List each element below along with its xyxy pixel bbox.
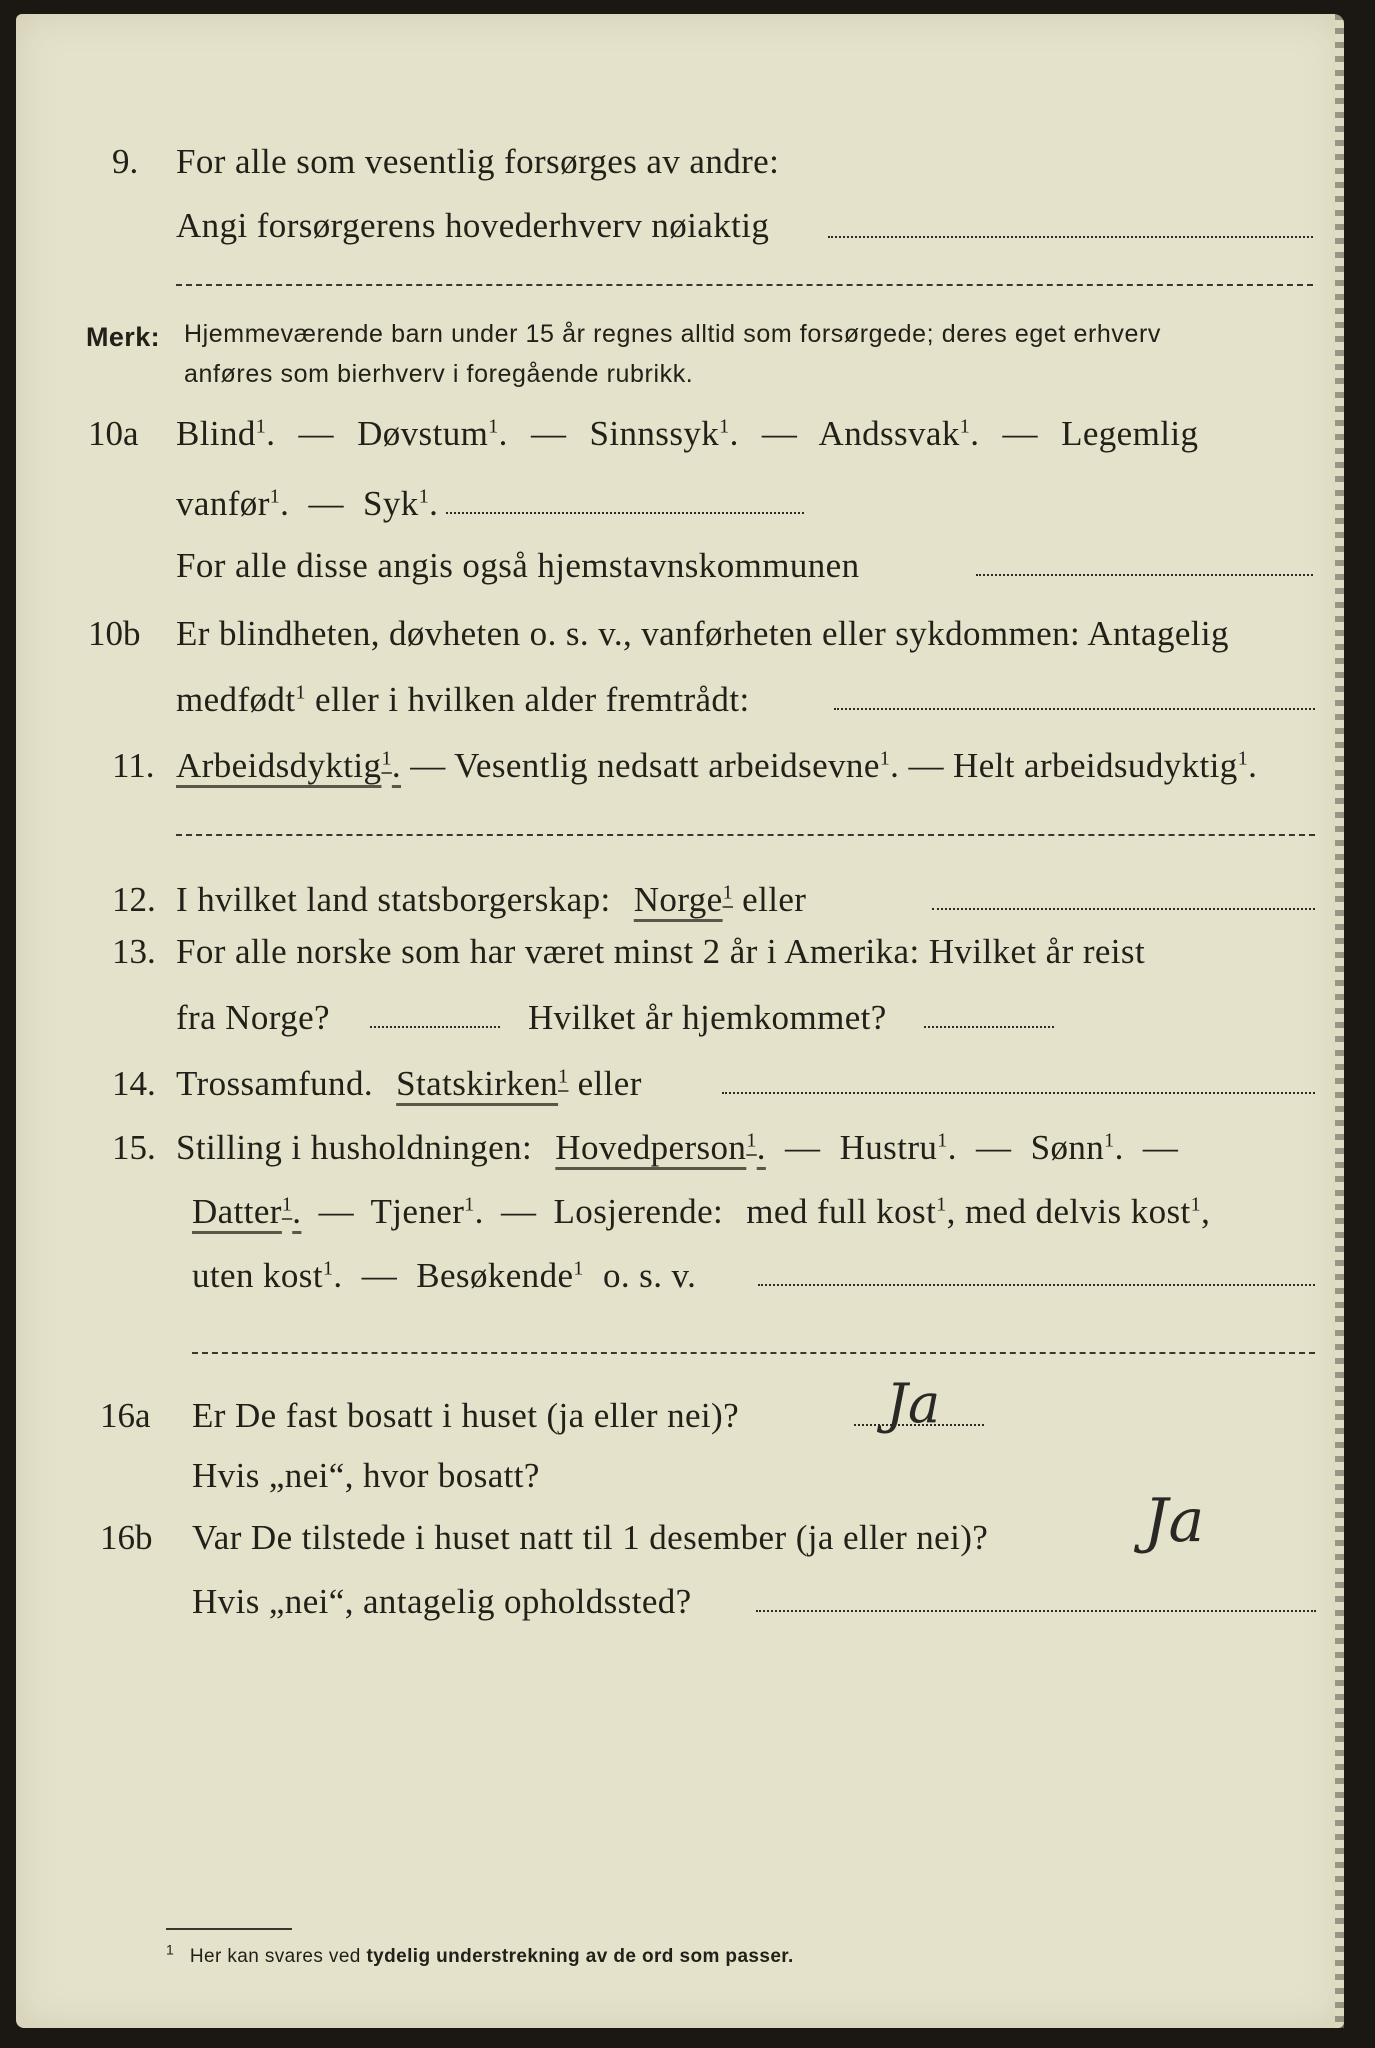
footnote-mark: 1 (1237, 747, 1249, 770)
footnote-mark: 1 (295, 681, 306, 704)
separator: — (1142, 1128, 1179, 1167)
option-besokende[interactable]: Besøkende (416, 1256, 574, 1295)
footnote-mark: 1 (1104, 1129, 1115, 1152)
q14-answer-line (722, 1092, 1315, 1094)
separator: — (318, 1192, 354, 1231)
footnote-rule (166, 1928, 292, 1930)
footnote-mark: 1 (879, 747, 891, 770)
q12-question (176, 880, 806, 920)
merk-label: Merk: (86, 322, 161, 352)
q13-number: 13. (112, 932, 156, 971)
q16a-number: 16a (100, 1396, 151, 1435)
q14-label: Trossamfund. (176, 1064, 374, 1103)
separator: — (530, 414, 567, 453)
q13-question: For alle norske som har været minst 2 år i Amerika: Hvilket år reist (176, 932, 1146, 971)
q14-eller: eller (577, 1064, 642, 1103)
option-hovedperson[interactable]: Hovedperson (555, 1128, 747, 1167)
q12-label: I hvilket land statsborgerskap: (176, 880, 611, 919)
q13-hjemkommet-answer-line (924, 1026, 1054, 1028)
option-vanfor[interactable]: vanfør (176, 484, 270, 523)
footnote-mark: 1 (464, 1193, 475, 1216)
q15-osv: o. s. v. (602, 1256, 697, 1295)
footnote-mark: 1 (558, 1065, 569, 1088)
option-datter[interactable]: Datter (192, 1192, 282, 1231)
option-andssvak[interactable]: Andssvak (818, 414, 960, 453)
q14-question (176, 1064, 642, 1104)
footnote-mark: 1 (719, 415, 730, 438)
q9-answer-line-2 (176, 284, 1313, 286)
option-statskirken[interactable]: Statskirken (396, 1064, 559, 1103)
q16b-answer-line (756, 1610, 1316, 1612)
q16a-handwritten-answer[interactable]: Ja (886, 1372, 941, 1435)
q10a-number: 10a (88, 414, 139, 453)
footnote-mark: 1 (722, 881, 733, 904)
footnote-mark: 1 (746, 1129, 757, 1152)
q15-answer-line-2 (192, 1352, 1315, 1354)
q10b-age-label: eller i hvilken alder fremtrådt: (315, 680, 750, 719)
q9-main-occupation-label: Angi forsørgerens hovederhverv nøiaktig (176, 206, 770, 245)
option-medfodt[interactable]: medfødt (176, 680, 296, 719)
q15-label: Stilling i husholdningen: (176, 1128, 533, 1167)
separator: — (908, 746, 944, 785)
footnote-mark: 1 (322, 1257, 334, 1280)
separator: — (976, 1128, 1012, 1167)
footnote-mark: 1 (936, 1193, 947, 1216)
q13-reist-answer-line (370, 1026, 500, 1028)
q16b-stay-label: Hvis „nei“, antagelig opholdssted? (192, 1582, 692, 1621)
separator: — (298, 414, 334, 453)
q14-number: 14. (112, 1064, 156, 1103)
q15-options-line-3: uten kost$^1$. — Besøkende$^1$ o. s. v. (192, 1256, 697, 1295)
q16b-number: 16b (100, 1518, 153, 1557)
q13-reist-label: fra Norge? (176, 998, 330, 1037)
q11-answer-line (176, 834, 1315, 836)
footnote-mark: 1 (959, 415, 971, 438)
q10b-question-line-2 (176, 680, 750, 720)
q10a-hometown-answer-line (976, 574, 1313, 576)
separator: — (761, 414, 798, 453)
footnote (166, 1941, 794, 1968)
q10a-options-line-2: vanfør$^1$. — Syk$^1$. (176, 484, 439, 523)
footnote-mark: 1 (381, 747, 392, 770)
census-form-page (16, 14, 1344, 2028)
footnote-mark: 1 (573, 1257, 584, 1280)
footnote-mark: 1 (1190, 1193, 1202, 1216)
q15-options-line-2: Datter$^1$. — Tjener$^1$. — Losjerende: med full kost$^1$, med delvis kost$^1$, (192, 1192, 1211, 1231)
q15-options-line-1: Stilling i husholdningen: Hovedperson$^1$. — Hustru$^1$. — Sønn$^1$. — (176, 1128, 1179, 1167)
separator: — (500, 1192, 537, 1231)
q9-question: For alle som vesentlig forsørges av andre: (176, 142, 780, 181)
option-hustru[interactable]: Hustru (839, 1128, 938, 1167)
q16a-where-label: Hvis „nei“, hvor bosatt? (192, 1456, 540, 1495)
footnote-text: Her kan svares ved (189, 1946, 361, 1967)
q16b-handwritten-answer[interactable]: Ja (1144, 1486, 1205, 1556)
option-full-kost[interactable]: med full kost (746, 1192, 937, 1231)
option-norge[interactable]: Norge (633, 880, 723, 919)
separator: — (1002, 414, 1038, 453)
footnote-mark: 1 (281, 1193, 293, 1216)
footnote-mark: 1 (255, 415, 267, 438)
option-blind[interactable]: Blind (176, 414, 256, 453)
q10a-syk-answer-line (446, 512, 804, 514)
option-delvis-kost[interactable]: med delvis kost (964, 1192, 1191, 1231)
option-helt-arbeidsudyktig[interactable]: Helt arbeidsudyktig (953, 746, 1238, 785)
q16a-question: Er De fast bosatt i huset (ja eller nei)? (192, 1396, 740, 1435)
q12-answer-line (932, 908, 1315, 910)
q10b-answer-line (834, 708, 1315, 710)
merk-note-line-1: Hjemmeværende barn under 15 år regnes alltid som forsørgede; deres eget erhverv (184, 320, 1162, 348)
q13-hjemkommet-label: Hvilket år hjemkommet? (528, 998, 887, 1037)
q9-answer-line (828, 236, 1313, 238)
q11-number: 11. (112, 746, 155, 785)
q10b-question: Er blindheten, døvheten o. s. v., vanførheten eller sykdommen: Antagelig (176, 614, 1229, 653)
q15-number: 15. (112, 1128, 156, 1167)
q10b-number: 10b (88, 614, 141, 653)
option-legemlig[interactable]: Legemlig (1061, 414, 1199, 453)
option-arbeidsdyktig[interactable]: Arbeidsdyktig (176, 746, 382, 785)
option-syk[interactable]: Syk (363, 484, 419, 523)
option-vesentlig-nedsatt[interactable]: Vesentlig nedsatt arbeidsevne (454, 746, 880, 785)
footnote-mark: 1 (269, 485, 281, 508)
footnote-mark: 1 (488, 415, 499, 438)
option-losjerende[interactable]: Losjerende: (553, 1192, 724, 1231)
q10a-hometown-label: For alle disse angis også hjemstavnskommunen (176, 546, 860, 585)
footnote-emphasis: tydelig understrekning av de ord som passer. (366, 1946, 794, 1967)
footnote-mark: 1 (418, 485, 430, 508)
q15-answer-line (758, 1284, 1315, 1286)
separator: — (410, 746, 446, 785)
separator: — (308, 484, 344, 523)
q11-options: Arbeidsdyktig$^1$. — Vesentlig nedsatt arbeidsevne$^1$. — Helt arbeidsudyktig$^1$. (176, 746, 1258, 785)
q12-number: 12. (112, 880, 156, 919)
option-sonn[interactable]: Sønn (1030, 1128, 1105, 1167)
option-tjener[interactable]: Tjener (370, 1192, 465, 1231)
option-sinnssyk[interactable]: Sinnssyk (589, 414, 720, 453)
q9-number: 9. (112, 142, 139, 181)
q10a-options-line-1: Blind$^1$. — Døvstum$^1$. — Sinnssyk$^1$. — Andssvak$^1$. — Legemlig (176, 414, 1199, 453)
option-uten-kost[interactable]: uten kost (192, 1256, 323, 1295)
footnote-number: 1 (166, 1941, 175, 1958)
footnote-mark: 1 (937, 1129, 948, 1152)
option-dovstum[interactable]: Døvstum (357, 414, 489, 453)
q16b-question: Var De tilstede i huset natt til 1 desember (ja eller nei)? (192, 1518, 989, 1557)
separator: — (785, 1128, 821, 1167)
merk-note-line-2: anføres som bierhverv i foregående rubrikk. (184, 360, 694, 388)
separator: — (361, 1256, 398, 1295)
q12-eller: eller (742, 880, 807, 919)
